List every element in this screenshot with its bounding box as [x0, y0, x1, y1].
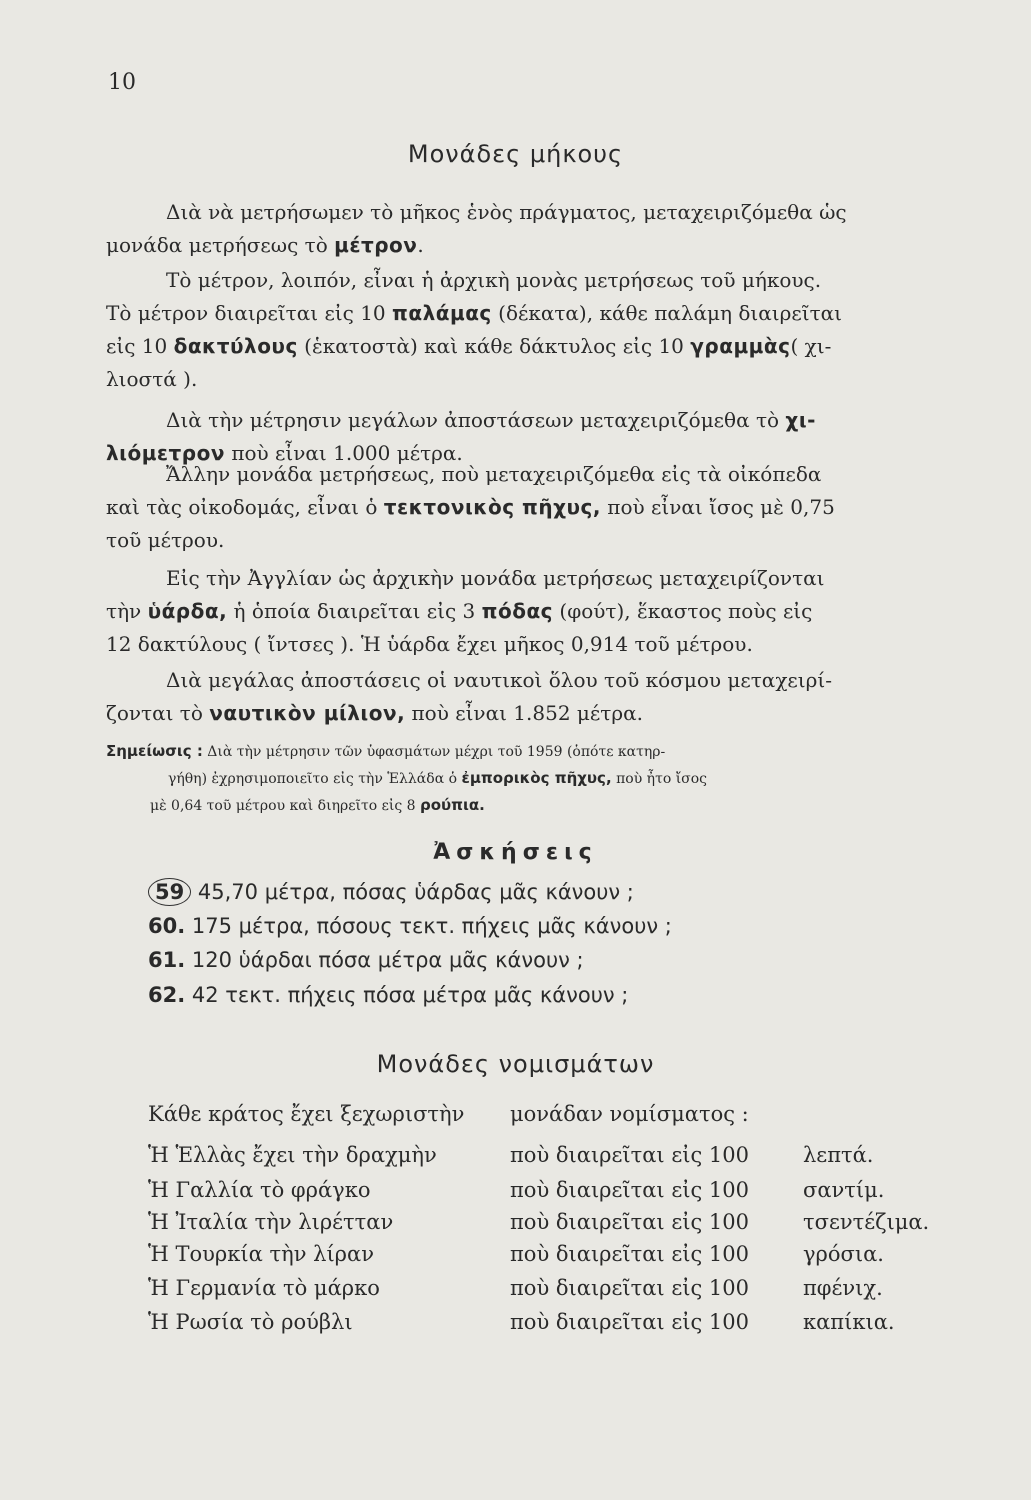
note-line	[106, 765, 986, 792]
term-kilometer-a: χι-	[785, 408, 816, 432]
term-roupia: ρούπια.	[419, 796, 485, 814]
exercise-number: 62.	[148, 983, 186, 1007]
exercise-59	[148, 878, 634, 906]
text	[106, 229, 424, 262]
exercises-heading: Ἀσκήσεις	[433, 840, 598, 865]
note	[106, 738, 986, 819]
exercise-text: 45,70 μέτρα, πόσας ὑάρδας μᾶς κάνουν ;	[191, 880, 634, 904]
currency-subunit: λεπτά.	[803, 1143, 874, 1167]
currency-division: ποὺ διαιρεῖται εἰς 100	[510, 1178, 749, 1202]
section-title-length-units: Μονάδες μήκους	[407, 140, 624, 168]
currency-division: ποὺ διαιρεῖται εἰς 100	[510, 1143, 749, 1167]
text: ποὺ εἶναι 1.000 μέτρα.	[224, 441, 463, 465]
paragraph-yard	[106, 562, 986, 661]
text: Διὰ μεγάλας ἀποστάσεις οἱ ναυτικοὶ ὅλου τοῦ κόσμου μεταχειρί-	[166, 668, 832, 692]
text: Διὰ νὰ μετρήσωμεν τὸ μῆκος ἑνὸς πράγματος, μεταχειριζόμεθα ὡς	[166, 200, 847, 224]
currency-subunit: σαντίμ.	[803, 1178, 885, 1202]
text: (δέκατα), κάθε παλάμη διαιρεῖται	[491, 301, 842, 325]
text: ποὺ εἶναι ἴσος μὲ 0,75	[600, 495, 835, 519]
exercise-text: 120 ὑάρδαι πόσα μέτρα μᾶς κάνουν ;	[185, 948, 584, 972]
text: μονάδα μετρήσεως τὸ	[106, 233, 335, 257]
text: ποὺ ἦτο ἴσος	[611, 771, 708, 787]
currency-country: Ἡ Ἑλλὰς ἔχει τὴν δραχμὴν	[148, 1143, 437, 1167]
text: (ἑκατοστὰ) καὶ κάθε δάκτυλος εἰς 10	[297, 334, 691, 358]
currency-country: Ἡ Γαλλία τὸ φράγκο	[148, 1178, 371, 1202]
text: Διὰ τὴν μέτρησιν μεγάλων ἀποστάσεων μεταχειριζόμεθα τὸ	[166, 408, 786, 432]
exercise-60	[148, 914, 672, 938]
currency-country: Ἡ Ἰταλία τὴν λιρέτταν	[148, 1210, 394, 1234]
paragraph-meter	[106, 196, 986, 262]
text: εἰς 10	[106, 334, 174, 358]
text: Εἰς τὴν Ἀγγλίαν ὡς ἀρχικὴν μονάδα μετρήσεως μεταχειρίζονται	[166, 566, 825, 590]
term-builders-cubit: τεκτονικὸς πῆχυς,	[383, 495, 601, 519]
currency-division: ποὺ διαιρεῖται εἰς 100	[510, 1242, 749, 1266]
term-nautical-mile: ναυτικὸν μίλιον,	[209, 701, 406, 725]
term-meter: μέτρον	[334, 233, 418, 257]
currency-row-germany	[148, 1276, 968, 1308]
text: (φούτ), ἕκαστος ποὺς εἰς	[553, 599, 813, 623]
term-kilometer-b: λιόμετρον	[106, 441, 225, 465]
exercise-text: 175 μέτρα, πόσους τεκτ. πήχεις μᾶς κάνουν ;	[185, 914, 672, 938]
currency-row-russia	[148, 1310, 968, 1342]
term-feet: πόδας	[481, 599, 554, 623]
text: Ἄλλην μονάδα μετρήσεως, ποὺ μεταχειριζόμεθα εἰς τὰ οἰκόπεδα	[166, 462, 822, 486]
intro-right: μονάδαν νομίσματος :	[510, 1102, 749, 1126]
currency-row-italy	[148, 1210, 968, 1242]
text: .	[417, 233, 424, 257]
paragraph-builders-cubit	[106, 458, 986, 557]
section-title-currency-units: Μονάδες νομισμάτων	[376, 1050, 655, 1078]
text: ( χι-	[790, 334, 832, 358]
note-label: Σημείωσις :	[106, 742, 203, 760]
text: τοῦ μέτρου.	[106, 528, 225, 552]
currency-country: Ἡ Τουρκία τὴν λίραν	[148, 1242, 374, 1266]
exercise-62	[148, 983, 628, 1007]
currency-division: ποὺ διαιρεῖται εἰς 100	[510, 1276, 749, 1300]
currency-subunit: τσεντέζιμα.	[803, 1210, 930, 1234]
paragraph-subdivisions	[106, 264, 986, 396]
page-number: 10	[108, 70, 136, 95]
exercise-61	[148, 948, 584, 972]
currency-country: Ἡ Ρωσία τὸ ρούβλι	[148, 1310, 353, 1334]
text: Τὸ μέτρον, λοιπόν, εἶναι ἡ ἀρχικὴ μονὰς μετρήσεως τοῦ μήκους.	[166, 268, 822, 292]
currency-subunit: πφένιχ.	[803, 1276, 883, 1300]
text: μὲ 0,64 τοῦ μέτρου καὶ διηρεῖτο εἰς 8	[150, 798, 420, 814]
text: 12 δακτύλους ( ἴντσες ). Ἡ ὑάρδα ἔχει μῆκος 0,914 τοῦ μέτρου.	[106, 632, 753, 656]
text: καὶ τὰς οἰκοδομάς, εἶναι ὁ	[106, 495, 384, 519]
currency-division: ποὺ διαιρεῖται εἰς 100	[510, 1310, 749, 1334]
term-yard: ὑάρδα,	[147, 599, 228, 623]
paragraph-nautical-mile	[106, 664, 986, 730]
text: ποὺ εἶναι 1.852 μέτρα.	[405, 701, 643, 725]
exercise-number: 60.	[148, 914, 186, 938]
text: γήθη) ἐχρησιμοποιεῖτο εἰς τὴν Ἑλλάδα ὁ	[168, 771, 462, 787]
currency-intro	[148, 1102, 968, 1134]
text: Τὸ μέτρον διαιρεῖται εἰς 10	[106, 301, 393, 325]
text: λιοστά ).	[106, 367, 198, 391]
note-line	[106, 792, 986, 819]
exercise-number: 59	[148, 878, 191, 906]
currency-division: ποὺ διαιρεῖται εἰς 100	[510, 1210, 749, 1234]
term-line: γραμμὰς	[690, 334, 791, 358]
term-commercial-cubit: ἐμπορικὸς πῆχυς,	[461, 769, 612, 787]
term-finger: δακτύλους	[173, 334, 298, 358]
text: ἡ ὁποία διαιρεῖται εἰς 3	[227, 599, 482, 623]
text: ζονται τὸ	[106, 701, 210, 725]
intro-left: Κάθε κράτος ἔχει ξεχωριστὴν	[148, 1102, 465, 1126]
currency-row-greece	[148, 1143, 968, 1175]
exercise-text: 42 τεκτ. πήχεις πόσα μέτρα μᾶς κάνουν ;	[185, 983, 629, 1007]
exercise-number: 61.	[148, 948, 186, 972]
currency-country: Ἡ Γερμανία τὸ μάρκο	[148, 1276, 380, 1300]
text: τὴν	[106, 599, 148, 623]
currency-subunit: γρόσια.	[803, 1242, 884, 1266]
currency-row-turkey	[148, 1242, 968, 1274]
text: Διὰ τὴν μέτρησιν τῶν ὑφασμάτων μέχρι τοῦ 1959 (ὁπότε κατηρ-	[202, 744, 666, 760]
currency-row-france	[148, 1178, 968, 1210]
currency-subunit: καπίκια.	[803, 1310, 895, 1334]
term-palm: παλάμας	[392, 301, 492, 325]
